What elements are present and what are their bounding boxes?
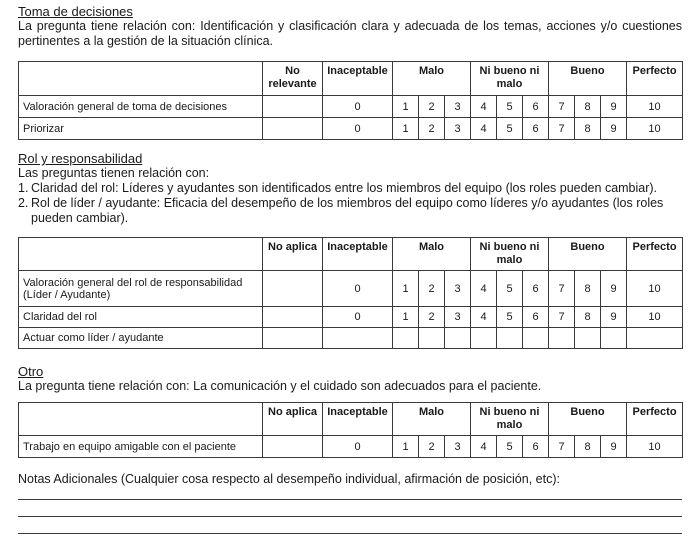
score-cell[interactable]: 2	[419, 307, 445, 328]
score-cell[interactable]	[263, 328, 323, 349]
section-intro: La pregunta tiene relación con: La comunicación y el cuidado son adecuados para el paciente.	[18, 379, 542, 393]
score-cell[interactable]: 4	[471, 307, 497, 328]
bueno-header: Bueno	[549, 62, 627, 96]
table-row	[19, 118, 683, 140]
inaceptable-header: Inaceptable	[323, 238, 393, 271]
score-cell[interactable]: 4	[471, 96, 497, 118]
score-cell[interactable]: 8	[575, 118, 601, 140]
table-row	[19, 307, 683, 328]
notes-title: Notas Adicionales (Cualquier cosa respecto al desempeño individual, afirmación de posición, etc):	[18, 472, 560, 486]
section-intro: La pregunta tiene relación con: Identificación y clasificación clara y adecuada de los temas, acciones y/o cuestiones pertinentes a la gestión de la situación clínica.	[18, 19, 682, 48]
table-row	[19, 271, 683, 307]
score-cell[interactable]	[393, 328, 419, 349]
bueno-header: Bueno	[549, 238, 627, 271]
score-cell[interactable]: 5	[497, 307, 523, 328]
score-cell[interactable]	[263, 307, 323, 328]
score-cell[interactable]: 4	[471, 271, 497, 307]
rating-table-decisiones	[18, 61, 683, 140]
score-cell[interactable]: 9	[601, 118, 627, 140]
score-cell[interactable]	[601, 328, 627, 349]
score-cell[interactable]: 0	[323, 118, 393, 140]
score-cell[interactable]: 5	[497, 118, 523, 140]
row-label: Priorizar	[19, 118, 263, 140]
score-cell[interactable]: 10	[627, 271, 683, 307]
table-header-row	[19, 62, 683, 96]
score-cell[interactable]: 9	[601, 271, 627, 307]
list-number: 2.	[18, 196, 29, 210]
row-label: Valoración general del rol de responsabilidad (Líder / Ayudante)	[19, 271, 263, 307]
score-cell[interactable]: 1	[393, 271, 419, 307]
row-label: Trabajo en equipo amigable con el paciente	[19, 436, 263, 458]
score-cell[interactable]: 2	[419, 118, 445, 140]
score-cell[interactable]: 6	[523, 271, 549, 307]
score-cell[interactable]: 4	[471, 118, 497, 140]
score-cell[interactable]: 5	[497, 271, 523, 307]
score-cell[interactable]: 7	[549, 307, 575, 328]
score-cell[interactable]: 6	[523, 96, 549, 118]
score-cell[interactable]: 2	[419, 436, 445, 458]
score-cell[interactable]: 3	[445, 118, 471, 140]
score-cell[interactable]: 9	[601, 96, 627, 118]
score-cell[interactable]: 10	[627, 96, 683, 118]
no-aplica-header: No aplica	[263, 238, 323, 271]
score-cell[interactable]: 0	[323, 271, 393, 307]
section-decisiones	[18, 4, 682, 49]
perfecto-header: Perfecto	[627, 62, 683, 96]
malo-header: Malo	[393, 62, 471, 96]
score-cell[interactable]: 3	[445, 307, 471, 328]
table-row	[19, 96, 683, 118]
notes-line[interactable]	[18, 499, 682, 500]
notes-line[interactable]	[18, 533, 682, 534]
row-label: Claridad del rol	[19, 307, 263, 328]
score-cell[interactable]: 9	[601, 307, 627, 328]
score-cell[interactable]: 2	[419, 96, 445, 118]
rating-table-rol	[18, 237, 683, 349]
table-header-row	[19, 403, 683, 436]
section-rol	[18, 151, 682, 226]
score-cell[interactable]: 1	[393, 436, 419, 458]
score-cell[interactable]	[471, 328, 497, 349]
ni-bueno-ni-malo-header: Ni bueno ni malo	[471, 62, 549, 96]
table-row	[19, 328, 683, 349]
score-cell[interactable]: 6	[523, 307, 549, 328]
list-text: Claridad del rol: Líderes y ayudantes son identificados entre los miembros del equipo (los roles pueden cambiar).	[31, 181, 658, 195]
rating-table-otro	[18, 402, 683, 458]
score-cell[interactable]: 2	[419, 271, 445, 307]
score-cell[interactable]: 7	[549, 436, 575, 458]
score-cell[interactable]: 7	[549, 118, 575, 140]
notes-line[interactable]	[18, 516, 682, 517]
section-otro	[18, 364, 682, 394]
no-aplica-header: No aplica	[263, 403, 323, 436]
row-label: Actuar como líder / ayudante	[19, 328, 263, 349]
table-header-row	[19, 238, 683, 271]
score-cell[interactable]: 10	[627, 307, 683, 328]
table-row	[19, 436, 683, 458]
section-title: Rol y responsabilidad	[18, 151, 143, 166]
score-cell[interactable]: 1	[393, 96, 419, 118]
score-cell[interactable]: 8	[575, 271, 601, 307]
section-title: Toma de decisiones	[18, 4, 133, 19]
score-cell[interactable]: 7	[549, 271, 575, 307]
score-cell[interactable]: 8	[575, 96, 601, 118]
inaceptable-header: Inaceptable	[323, 403, 393, 436]
label-header	[19, 62, 263, 96]
score-cell[interactable]: 10	[627, 436, 683, 458]
ni-bueno-ni-malo-header: Ni bueno ni malo	[471, 403, 549, 436]
bueno-header: Bueno	[549, 403, 627, 436]
score-cell[interactable]	[497, 328, 523, 349]
score-cell[interactable]: 1	[393, 118, 419, 140]
section-intro: Las preguntas tienen relación con:	[18, 166, 210, 180]
score-cell[interactable]: 3	[445, 271, 471, 307]
score-cell[interactable]: 8	[575, 307, 601, 328]
criteria-list	[18, 181, 682, 226]
score-cell[interactable]: 3	[445, 436, 471, 458]
score-cell[interactable]: 5	[497, 96, 523, 118]
score-cell[interactable]	[575, 328, 601, 349]
score-cell[interactable]: 4	[471, 436, 497, 458]
score-cell[interactable]	[263, 118, 323, 140]
malo-header: Malo	[393, 238, 471, 271]
list-item	[18, 196, 682, 226]
score-cell[interactable]	[419, 328, 445, 349]
inaceptable-header: Inaceptable	[323, 62, 393, 96]
score-cell[interactable]: 10	[627, 118, 683, 140]
score-cell[interactable]: 5	[497, 436, 523, 458]
score-cell[interactable]	[523, 328, 549, 349]
score-cell[interactable]	[263, 96, 323, 118]
score-cell[interactable]	[549, 328, 575, 349]
score-cell[interactable]	[323, 328, 393, 349]
list-item	[18, 181, 682, 196]
list-number: 1.	[18, 181, 29, 195]
score-cell[interactable]: 8	[575, 436, 601, 458]
score-cell[interactable]: 7	[549, 96, 575, 118]
perfecto-header: Perfecto	[627, 238, 683, 271]
score-cell[interactable]: 0	[323, 307, 393, 328]
label-header	[19, 238, 263, 271]
score-cell[interactable]	[445, 328, 471, 349]
no-relevante-header: No relevante	[263, 62, 323, 96]
score-cell[interactable]	[263, 436, 323, 458]
score-cell[interactable]: 0	[323, 96, 393, 118]
score-cell[interactable]: 6	[523, 118, 549, 140]
score-cell[interactable]: 9	[601, 436, 627, 458]
list-text: Rol de líder / ayudante: Eficacia del desempeño de los miembros del equipo como líderes y/o ayudantes (los roles pueden cambiar).	[31, 196, 664, 225]
score-cell[interactable]: 0	[323, 436, 393, 458]
score-cell[interactable]	[263, 271, 323, 307]
label-header	[19, 403, 263, 436]
malo-header: Malo	[393, 403, 471, 436]
perfecto-header: Perfecto	[627, 403, 683, 436]
score-cell[interactable]: 3	[445, 96, 471, 118]
row-label: Valoración general de toma de decisiones	[19, 96, 263, 118]
section-title: Otro	[18, 364, 44, 379]
notes-section	[18, 472, 682, 487]
score-cell[interactable]: 6	[523, 436, 549, 458]
score-cell[interactable]	[627, 328, 683, 349]
ni-bueno-ni-malo-header: Ni bueno ni malo	[471, 238, 549, 271]
score-cell[interactable]: 1	[393, 307, 419, 328]
